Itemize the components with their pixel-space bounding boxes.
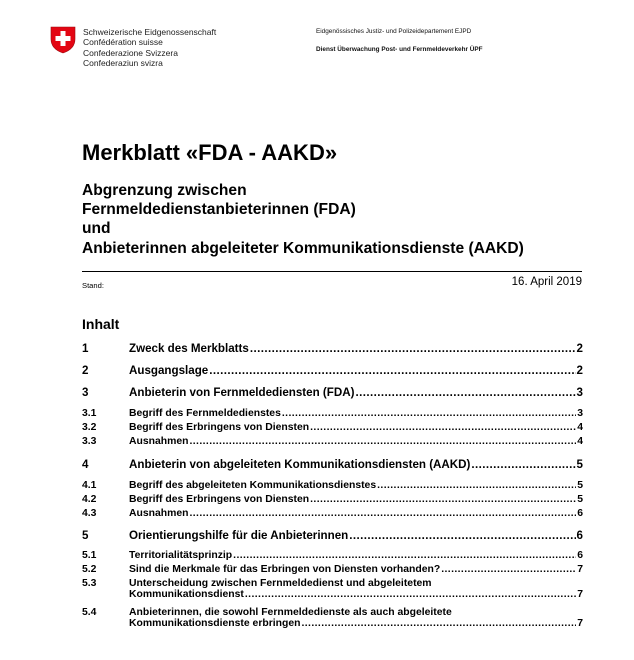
office-name: Dienst Überwachung Post- und Fernmeldeverkehr ÜPF [316, 46, 483, 53]
toc-text: Begriff des Fernmeldedienstes [129, 408, 281, 419]
toc-page: 4 [577, 436, 583, 447]
toc-number: 5.2 [82, 564, 97, 575]
toc-page: 7 [577, 618, 583, 629]
toc-text-first-line: Unterscheidung zwischen Fernmeldedienst und abgeleitetem [129, 578, 432, 589]
toc-number: 4.3 [82, 508, 97, 519]
toc-page: 6 [577, 550, 583, 561]
toc-page: 6 [576, 529, 583, 542]
document-subtitle [82, 181, 524, 258]
toc-text: Sind die Merkmale für das Erbringen von Diensten vorhanden? [129, 564, 441, 575]
toc-page: 5 [577, 494, 583, 505]
toc-text: Territorialitätsprinzip [129, 550, 233, 561]
department-block [316, 28, 483, 54]
cross-horizontal [56, 36, 71, 41]
toc-page: 2 [576, 364, 583, 377]
subtitle-line: Fernmeldedienstanbieterinnen (FDA) [82, 201, 356, 219]
divider [82, 271, 582, 272]
toc-number: 4.1 [82, 480, 97, 491]
toc-text-first-line: Anbieterinnen, die sowohl Fernmeldedienste als auch abgeleitete [129, 607, 452, 618]
toc-text: Orientierungshilfe für die Anbieterinnen [129, 529, 349, 542]
toc-heading: Inhalt [82, 316, 120, 332]
status-date: 16. April 2019 [511, 276, 582, 288]
status-label: Stand: [82, 281, 104, 290]
confederation-line-rm: Confederaziun svizra [83, 57, 163, 68]
confederation-line-it: Confederazione Svizzera [83, 47, 178, 58]
toc-number: 3.3 [82, 436, 97, 447]
toc-page: 6 [577, 508, 583, 519]
toc-page: 2 [576, 342, 583, 355]
toc-page: 7 [577, 589, 583, 600]
toc-number: 4 [82, 458, 89, 471]
toc-text: Begriff des Erbringens von Diensten [129, 494, 310, 505]
document-title: Merkblatt «FDA - AAKD» [82, 140, 338, 165]
toc-text: Anbieterin von abgeleiteten Kommunikationsdiensten (AAKD) [129, 458, 471, 471]
toc-number: 2 [82, 364, 89, 377]
confederation-name [83, 27, 216, 68]
toc-text: Kommunikationsdienst [129, 589, 244, 600]
toc-text: Zweck des Merkblatts [129, 342, 249, 355]
toc-number: 5.4 [82, 607, 97, 618]
toc-page: 5 [576, 458, 583, 471]
subtitle-line: und [82, 220, 111, 238]
subtitle-line: Anbieterinnen abgeleiteter Kommunikationsdienste (AAKD) [82, 239, 524, 257]
toc-text: Begriff des abgeleiteten Kommunikationsdienstes [129, 480, 377, 491]
toc-number: 1 [82, 342, 89, 355]
toc-number: 5.3 [82, 578, 97, 589]
toc-page: 3 [577, 408, 583, 419]
toc-text: Ausgangslage [129, 364, 209, 377]
toc-page: 4 [577, 422, 583, 433]
department-name: Eidgenössisches Justiz- und Polizeidepartement EJPD [316, 28, 472, 35]
confederation-line-fr: Confédération suisse [83, 37, 163, 48]
toc-text: Anbieterin von Fernmeldediensten (FDA) [129, 386, 355, 399]
confederation-line-de: Schweizerische Eidgenossenschaft [83, 27, 217, 37]
toc-number: 3.2 [82, 422, 97, 433]
toc-number: 3.1 [82, 408, 97, 419]
toc-page: 7 [577, 564, 583, 575]
toc-number: 5 [82, 529, 89, 542]
toc-text: Kommunikationsdienste erbringen [129, 618, 301, 629]
toc-text: Ausnahmen [129, 436, 189, 447]
swiss-coat-of-arms-icon [50, 26, 76, 54]
toc-text: Begriff des Erbringens von Diensten [129, 422, 310, 433]
toc-number: 4.2 [82, 494, 97, 505]
toc-text: Ausnahmen [129, 508, 189, 519]
toc-page: 5 [577, 480, 583, 491]
toc-number: 5.1 [82, 550, 97, 561]
toc-number: 3 [82, 386, 89, 399]
subtitle-line: Abgrenzung zwischen [82, 182, 247, 199]
toc-page: 3 [576, 386, 583, 399]
